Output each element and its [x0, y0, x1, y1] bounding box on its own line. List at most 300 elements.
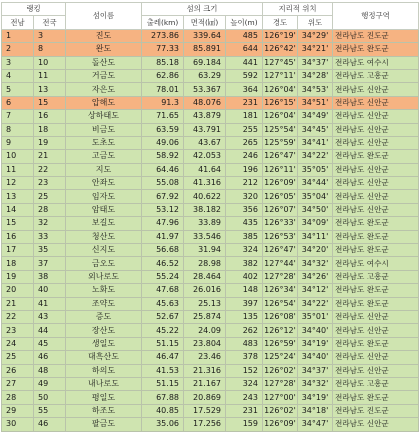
longitude-cell: 126°08' — [263, 310, 298, 323]
island-name-cell: 외나로도 — [66, 270, 142, 283]
rank-nation-cell: 19 — [34, 136, 66, 149]
longitude-cell: 126°19' — [263, 29, 298, 42]
rank-south-cell: 25 — [2, 351, 34, 364]
table-row — [2, 404, 419, 417]
rank-south-cell: 30 — [2, 418, 34, 431]
latitude-cell: 34°32' — [298, 257, 333, 270]
latitude-cell: 34°41' — [298, 136, 333, 149]
area-cell: 33.89 — [184, 217, 226, 230]
admin-region-cell: 전라남도 신안군 — [333, 96, 419, 109]
rank-south-cell: 27 — [2, 377, 34, 390]
height-cell: 212 — [226, 177, 263, 190]
latitude-cell: 34°40' — [298, 324, 333, 337]
rank-south-cell: 29 — [2, 404, 34, 417]
admin-region-cell: 전라남도 완도군 — [333, 150, 419, 163]
longitude-cell: 126°09' — [263, 177, 298, 190]
area-cell: 24.09 — [184, 324, 226, 337]
coastline-cell: 45.63 — [142, 297, 184, 310]
rank-nation-cell: 48 — [34, 364, 66, 377]
rank-south-cell: 17 — [2, 244, 34, 257]
island-name-cell: 생일도 — [66, 337, 142, 350]
latitude-cell: 35°04' — [298, 190, 333, 203]
admin-region-cell: 전라남도 신안군 — [333, 190, 419, 203]
height-cell: 231 — [226, 404, 263, 417]
island-name-cell: 내나로도 — [66, 377, 142, 390]
table-row — [2, 364, 419, 377]
header-rank-nation: 전국 — [34, 16, 66, 29]
island-name-cell: 노화도 — [66, 284, 142, 297]
header-lon: 경도 — [263, 16, 298, 29]
coastline-cell: 45.22 — [142, 324, 184, 337]
latitude-cell: 34°32' — [298, 377, 333, 390]
island-name-cell: 암태도 — [66, 203, 142, 216]
latitude-cell: 34°53' — [298, 83, 333, 96]
admin-region-cell: 전라남도 신안군 — [333, 418, 419, 431]
table-row — [2, 203, 419, 216]
longitude-cell: 126°54' — [263, 297, 298, 310]
admin-region-cell: 전라남도 신안군 — [333, 123, 419, 136]
rank-nation-cell: 25 — [34, 190, 66, 203]
height-cell: 483 — [226, 337, 263, 350]
height-cell: 159 — [226, 418, 263, 431]
latitude-cell: 35°05' — [298, 163, 333, 176]
rank-south-cell: 28 — [2, 391, 34, 404]
admin-region-cell: 전라남도 고흥군 — [333, 270, 419, 283]
island-name-cell: 자은도 — [66, 83, 142, 96]
coastline-cell: 41.97 — [142, 230, 184, 243]
admin-region-cell: 전라남도 고흥군 — [333, 69, 419, 82]
rank-nation-cell: 50 — [34, 391, 66, 404]
table-row — [2, 177, 419, 190]
island-name-cell: 거금도 — [66, 69, 142, 82]
latitude-cell: 34°19' — [298, 337, 333, 350]
admin-region-cell: 전라남도 신안군 — [333, 177, 419, 190]
height-cell: 246 — [226, 150, 263, 163]
rank-south-cell: 20 — [2, 284, 34, 297]
latitude-cell: 34°51' — [298, 96, 333, 109]
latitude-cell: 34°12' — [298, 284, 333, 297]
table-row — [2, 270, 419, 283]
rank-south-cell: 11 — [2, 163, 34, 176]
latitude-cell: 34°47' — [298, 418, 333, 431]
rank-nation-cell: 40 — [34, 284, 66, 297]
area-cell: 25.13 — [184, 297, 226, 310]
area-cell: 23.804 — [184, 337, 226, 350]
longitude-cell: 126°09' — [263, 418, 298, 431]
coastline-cell: 273.86 — [142, 29, 184, 42]
table-row — [2, 163, 419, 176]
coastline-cell: 47.96 — [142, 217, 184, 230]
height-cell: 378 — [226, 351, 263, 364]
height-cell: 364 — [226, 83, 263, 96]
height-cell: 152 — [226, 364, 263, 377]
coastline-cell: 55.24 — [142, 270, 184, 283]
rank-nation-cell: 23 — [34, 177, 66, 190]
island-name-cell: 하의도 — [66, 364, 142, 377]
island-name-cell: 압해도 — [66, 96, 142, 109]
area-cell: 21.316 — [184, 364, 226, 377]
longitude-cell: 127°45' — [263, 56, 298, 69]
height-cell: 243 — [226, 391, 263, 404]
coastline-cell: 77.33 — [142, 43, 184, 56]
rank-nation-cell: 45 — [34, 337, 66, 350]
header-rank-south: 전남 — [2, 16, 34, 29]
rank-nation-cell: 11 — [34, 69, 66, 82]
area-cell: 28.98 — [184, 257, 226, 270]
table-row — [2, 150, 419, 163]
latitude-cell: 34°22' — [298, 150, 333, 163]
area-cell: 41.64 — [184, 163, 226, 176]
area-cell: 33.546 — [184, 230, 226, 243]
island-name-cell: 상하태도 — [66, 110, 142, 123]
island-name-cell: 평일도 — [66, 391, 142, 404]
rank-south-cell: 3 — [2, 56, 34, 69]
rank-south-cell: 22 — [2, 310, 34, 323]
area-cell: 31.94 — [184, 244, 226, 257]
admin-region-cell: 전라남도 완도군 — [333, 284, 419, 297]
area-cell: 339.64 — [184, 29, 226, 42]
header-rank: 랭킹 — [2, 3, 66, 16]
rank-south-cell: 15 — [2, 217, 34, 230]
longitude-cell: 127°44' — [263, 257, 298, 270]
coastline-cell: 71.65 — [142, 110, 184, 123]
area-cell: 53.367 — [184, 83, 226, 96]
longitude-cell: 126°47' — [263, 244, 298, 257]
latitude-cell: 34°40' — [298, 351, 333, 364]
longitude-cell: 125°59' — [263, 136, 298, 149]
rank-nation-cell: 37 — [34, 257, 66, 270]
admin-region-cell: 전라남도 여수시 — [333, 257, 419, 270]
area-cell: 17.529 — [184, 404, 226, 417]
coastline-cell: 67.92 — [142, 190, 184, 203]
area-cell: 25.874 — [184, 310, 226, 323]
header-name: 섬이름 — [66, 3, 142, 30]
rank-south-cell: 16 — [2, 230, 34, 243]
longitude-cell: 126°59' — [263, 337, 298, 350]
island-name-cell: 조약도 — [66, 297, 142, 310]
height-cell: 435 — [226, 217, 263, 230]
longitude-cell: 125°54' — [263, 123, 298, 136]
island-name-cell: 안좌도 — [66, 177, 142, 190]
height-cell: 441 — [226, 56, 263, 69]
latitude-cell: 34°29' — [298, 29, 333, 42]
latitude-cell: 34°19' — [298, 391, 333, 404]
longitude-cell: 126°33' — [263, 217, 298, 230]
admin-region-cell: 전라남도 신안군 — [333, 83, 419, 96]
rank-nation-cell: 35 — [34, 244, 66, 257]
latitude-cell: 34°49' — [298, 110, 333, 123]
admin-region-cell: 전라남도 완도군 — [333, 230, 419, 243]
height-cell: 320 — [226, 190, 263, 203]
latitude-cell: 34°37' — [298, 364, 333, 377]
table-row — [2, 83, 419, 96]
rank-south-cell: 1 — [2, 29, 34, 42]
island-name-cell: 임자도 — [66, 190, 142, 203]
table-row — [2, 310, 419, 323]
rank-nation-cell: 44 — [34, 324, 66, 337]
longitude-cell: 127°28' — [263, 377, 298, 390]
table-row — [2, 190, 419, 203]
rank-south-cell: 24 — [2, 337, 34, 350]
admin-region-cell: 전라남도 완도군 — [333, 391, 419, 404]
rank-nation-cell: 3 — [34, 29, 66, 42]
area-cell: 63.29 — [184, 69, 226, 82]
coastline-cell: 51.15 — [142, 337, 184, 350]
rank-south-cell: 23 — [2, 324, 34, 337]
height-cell: 255 — [226, 123, 263, 136]
height-cell: 324 — [226, 244, 263, 257]
table-row — [2, 217, 419, 230]
table-row — [2, 324, 419, 337]
area-cell: 42.053 — [184, 150, 226, 163]
rank-nation-cell: 15 — [34, 96, 66, 109]
table-row — [2, 110, 419, 123]
admin-region-cell: 전라남도 완도군 — [333, 217, 419, 230]
longitude-cell: 126°53' — [263, 230, 298, 243]
header-size: 섬의 크기 — [142, 3, 263, 16]
table-row — [2, 297, 419, 310]
table-row — [2, 136, 419, 149]
island-name-cell: 완도 — [66, 43, 142, 56]
rank-south-cell: 6 — [2, 96, 34, 109]
admin-region-cell: 전라남도 신안군 — [333, 324, 419, 337]
admin-region-cell: 전라남도 진도군 — [333, 404, 419, 417]
area-cell: 28.464 — [184, 270, 226, 283]
height-cell: 402 — [226, 270, 263, 283]
area-cell: 85.891 — [184, 43, 226, 56]
latitude-cell: 34°11' — [298, 230, 333, 243]
area-cell: 21.167 — [184, 377, 226, 390]
island-name-cell: 돌산도 — [66, 56, 142, 69]
longitude-cell: 126°05' — [263, 190, 298, 203]
header-location: 지리적 위치 — [263, 3, 333, 16]
coastline-cell: 40.85 — [142, 404, 184, 417]
coastline-cell: 41.53 — [142, 364, 184, 377]
height-cell: 135 — [226, 310, 263, 323]
table-row — [2, 69, 419, 82]
rank-nation-cell: 46 — [34, 351, 66, 364]
height-cell: 385 — [226, 230, 263, 243]
rank-nation-cell: 8 — [34, 43, 66, 56]
table-row — [2, 56, 419, 69]
height-cell: 644 — [226, 43, 263, 56]
rank-south-cell: 13 — [2, 190, 34, 203]
admin-region-cell: 전라남도 여수시 — [333, 56, 419, 69]
rank-south-cell: 5 — [2, 83, 34, 96]
rank-nation-cell: 55 — [34, 404, 66, 417]
rank-nation-cell: 18 — [34, 123, 66, 136]
coastline-cell: 46.52 — [142, 257, 184, 270]
area-cell: 38.182 — [184, 203, 226, 216]
coastline-cell: 47.68 — [142, 284, 184, 297]
island-name-cell: 청산도 — [66, 230, 142, 243]
height-cell: 262 — [226, 324, 263, 337]
latitude-cell: 34°26' — [298, 270, 333, 283]
longitude-cell: 126°02' — [263, 364, 298, 377]
rank-nation-cell: 41 — [34, 297, 66, 310]
header-area: 면적(㎢) — [184, 16, 226, 29]
latitude-cell: 34°50' — [298, 203, 333, 216]
area-cell: 48.076 — [184, 96, 226, 109]
island-name-cell: 비금도 — [66, 123, 142, 136]
island-name-cell: 팔금도 — [66, 418, 142, 431]
admin-region-cell: 전라남도 완도군 — [333, 43, 419, 56]
table-row — [2, 418, 419, 431]
latitude-cell: 34°44' — [298, 177, 333, 190]
island-name-cell: 고금도 — [66, 150, 142, 163]
admin-region-cell: 전라남도 신안군 — [333, 110, 419, 123]
header-lat: 위도 — [298, 16, 333, 29]
rank-nation-cell: 43 — [34, 310, 66, 323]
admin-region-cell: 전라남도 신안군 — [333, 203, 419, 216]
rank-south-cell: 7 — [2, 110, 34, 123]
island-name-cell: 하조도 — [66, 404, 142, 417]
island-name-cell: 진도 — [66, 29, 142, 42]
table-row — [2, 337, 419, 350]
table-row — [2, 43, 419, 56]
longitude-cell: 127°11' — [263, 69, 298, 82]
coastline-cell: 52.67 — [142, 310, 184, 323]
area-cell: 43.67 — [184, 136, 226, 149]
table-row — [2, 257, 419, 270]
admin-region-cell: 전라남도 진도군 — [333, 29, 419, 42]
island-name-cell: 보길도 — [66, 217, 142, 230]
rank-nation-cell: 38 — [34, 270, 66, 283]
area-cell: 17.256 — [184, 418, 226, 431]
height-cell: 485 — [226, 29, 263, 42]
table-row — [2, 244, 419, 257]
coastline-cell: 67.88 — [142, 391, 184, 404]
rank-nation-cell: 21 — [34, 150, 66, 163]
rank-nation-cell: 46 — [34, 418, 66, 431]
longitude-cell: 126°42' — [263, 43, 298, 56]
rank-nation-cell: 22 — [34, 163, 66, 176]
latitude-cell: 34°45' — [298, 123, 333, 136]
rank-south-cell: 12 — [2, 177, 34, 190]
latitude-cell: 34°20' — [298, 244, 333, 257]
height-cell: 265 — [226, 136, 263, 149]
coastline-cell: 91.3 — [142, 96, 184, 109]
table-row — [2, 377, 419, 390]
admin-region-cell: 전라남도 신안군 — [333, 364, 419, 377]
rank-nation-cell: 16 — [34, 110, 66, 123]
island-name-cell: 금오도 — [66, 257, 142, 270]
longitude-cell: 127°28' — [263, 270, 298, 283]
longitude-cell: 126°11' — [263, 163, 298, 176]
height-cell: 324 — [226, 377, 263, 390]
table-row — [2, 29, 419, 42]
rank-nation-cell: 13 — [34, 83, 66, 96]
table-row — [2, 230, 419, 243]
latitude-cell: 34°09' — [298, 217, 333, 230]
height-cell: 382 — [226, 257, 263, 270]
height-cell: 148 — [226, 284, 263, 297]
area-cell: 43.791 — [184, 123, 226, 136]
area-cell: 43.879 — [184, 110, 226, 123]
longitude-cell: 126°47' — [263, 150, 298, 163]
longitude-cell: 126°02' — [263, 404, 298, 417]
longitude-cell: 126°34' — [263, 284, 298, 297]
coastline-cell: 64.46 — [142, 163, 184, 176]
header-height: 높이(m) — [226, 16, 263, 29]
table-row — [2, 391, 419, 404]
rank-south-cell: 8 — [2, 123, 34, 136]
longitude-cell: 126°07' — [263, 203, 298, 216]
longitude-cell: 127°00' — [263, 391, 298, 404]
height-cell: 592 — [226, 69, 263, 82]
coastline-cell: 78.01 — [142, 83, 184, 96]
header-row-1 — [2, 3, 419, 16]
rank-nation-cell: 49 — [34, 377, 66, 390]
area-cell: 69.184 — [184, 56, 226, 69]
longitude-cell: 126°04' — [263, 83, 298, 96]
coastline-cell: 53.12 — [142, 203, 184, 216]
admin-region-cell: 전라남도 완도군 — [333, 297, 419, 310]
coastline-cell: 49.06 — [142, 136, 184, 149]
rank-south-cell: 9 — [2, 136, 34, 149]
coastline-cell: 63.59 — [142, 123, 184, 136]
height-cell: 196 — [226, 163, 263, 176]
island-table-container — [1, 2, 419, 432]
area-cell: 23.46 — [184, 351, 226, 364]
rank-south-cell: 10 — [2, 150, 34, 163]
rank-south-cell: 26 — [2, 364, 34, 377]
height-cell: 397 — [226, 297, 263, 310]
island-name-cell: 증도 — [66, 310, 142, 323]
longitude-cell: 126°15' — [263, 96, 298, 109]
admin-region-cell: 전라남도 완도군 — [333, 337, 419, 350]
rank-south-cell: 4 — [2, 69, 34, 82]
table-row — [2, 123, 419, 136]
table-row — [2, 351, 419, 364]
admin-region-cell: 전라남도 신안군 — [333, 310, 419, 323]
area-cell: 20.869 — [184, 391, 226, 404]
rank-south-cell: 14 — [2, 203, 34, 216]
island-name-cell: 장산도 — [66, 324, 142, 337]
rank-nation-cell: 33 — [34, 230, 66, 243]
latitude-cell: 34°22' — [298, 297, 333, 310]
table-row — [2, 96, 419, 109]
island-ranking-table — [1, 2, 419, 432]
latitude-cell: 34°18' — [298, 404, 333, 417]
longitude-cell: 126°04' — [263, 110, 298, 123]
coastline-cell: 62.86 — [142, 69, 184, 82]
island-name-cell: 대흑산도 — [66, 351, 142, 364]
island-name-cell: 지도 — [66, 163, 142, 176]
coastline-cell: 35.06 — [142, 418, 184, 431]
area-cell: 41.316 — [184, 177, 226, 190]
height-cell: 231 — [226, 96, 263, 109]
admin-region-cell: 전라남도 신안군 — [333, 351, 419, 364]
coastline-cell: 56.68 — [142, 244, 184, 257]
header-admin: 행정구역 — [333, 3, 419, 30]
coastline-cell: 51.15 — [142, 377, 184, 390]
height-cell: 356 — [226, 203, 263, 216]
rank-south-cell: 21 — [2, 297, 34, 310]
latitude-cell: 34°21' — [298, 43, 333, 56]
rank-nation-cell: 28 — [34, 203, 66, 216]
admin-region-cell: 전라남도 고흥군 — [333, 377, 419, 390]
latitude-cell: 34°37' — [298, 56, 333, 69]
rank-south-cell: 18 — [2, 257, 34, 270]
coastline-cell: 46.47 — [142, 351, 184, 364]
header-coast: 출레(km) — [142, 16, 184, 29]
rank-nation-cell: 32 — [34, 217, 66, 230]
table-row — [2, 284, 419, 297]
area-cell: 26.016 — [184, 284, 226, 297]
island-name-cell: 신지도 — [66, 244, 142, 257]
admin-region-cell: 전라남도 신안군 — [333, 163, 419, 176]
